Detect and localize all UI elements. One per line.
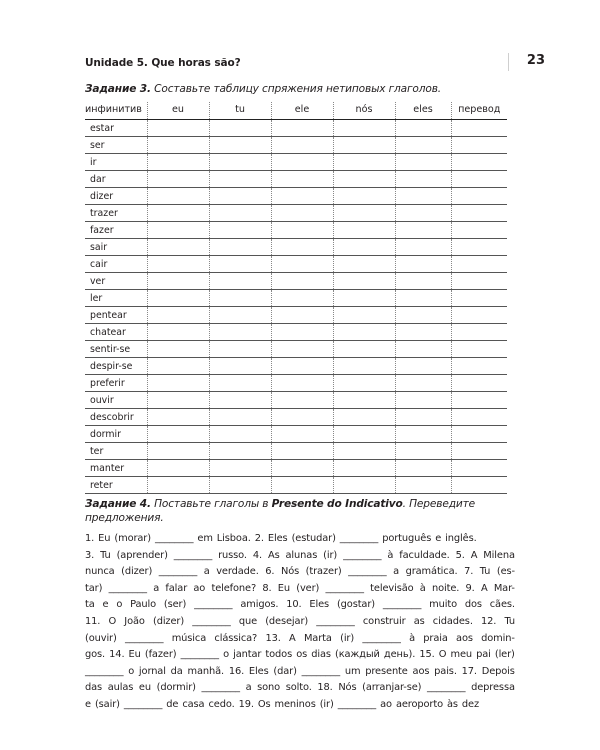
conjugation-cell[interactable] [271, 290, 333, 307]
conjugation-cell[interactable] [271, 256, 333, 273]
verb-infinitive: sentir-se [85, 341, 147, 358]
verb-infinitive: ver [85, 273, 147, 290]
table-row [85, 205, 507, 222]
exercise-line: nunca (dizer) ________ a verdade. 6. Nós (trazer) ________ a gramática. 7. Tu (es- [85, 566, 515, 578]
conjugation-cell[interactable] [333, 273, 395, 290]
table-row [85, 443, 507, 460]
conjugation-cell[interactable] [451, 375, 507, 392]
task4-instruction-bold: Presente do Indicativo [271, 498, 403, 510]
conjugation-cell[interactable] [333, 358, 395, 375]
table-row [85, 120, 507, 137]
table-row [85, 222, 507, 239]
conjugation-cell[interactable] [147, 409, 209, 426]
exercise-line: e (sair) ________ de casa cedo. 19. Os meninos (ir) ________ ao aeroporto às dez [85, 698, 480, 710]
table-row [85, 307, 507, 324]
conjugation-cell[interactable] [147, 222, 209, 239]
conjugation-cell[interactable] [147, 205, 209, 222]
conjugation-cell[interactable] [333, 205, 395, 222]
conjugation-cell[interactable] [271, 171, 333, 188]
conjugation-cell[interactable] [451, 409, 507, 426]
verb-infinitive: reter [85, 477, 147, 494]
verb-infinitive: sair [85, 239, 147, 256]
conjugation-cell[interactable] [271, 222, 333, 239]
conjugation-cell[interactable] [209, 307, 271, 324]
conjugation-cell[interactable] [271, 239, 333, 256]
conjugation-cell[interactable] [395, 477, 451, 494]
task4-label: Задание 4. [85, 498, 151, 510]
conjugation-cell[interactable] [395, 171, 451, 188]
conjugation-cell[interactable] [395, 188, 451, 205]
conjugation-cell[interactable] [147, 375, 209, 392]
conjugation-cell[interactable] [147, 460, 209, 477]
conjugation-cell[interactable] [209, 324, 271, 341]
conjugation-cell[interactable] [333, 307, 395, 324]
conjugation-cell[interactable] [395, 426, 451, 443]
conjugation-cell[interactable] [209, 375, 271, 392]
conjugation-cell[interactable] [209, 460, 271, 477]
table-header-row [85, 102, 507, 120]
verb-infinitive: preferir [85, 375, 147, 392]
conjugation-cell[interactable] [451, 477, 507, 494]
verb-infinitive: manter [85, 460, 147, 477]
exercise-line: 1. Eu (morar) ________ em Lisboa. 2. Eles (estudar) ________ português e inglês. [85, 533, 477, 544]
conjugation-cell[interactable] [147, 120, 209, 137]
conjugation-cell[interactable] [271, 154, 333, 171]
conjugation-cell[interactable] [451, 239, 507, 256]
conjugation-cell[interactable] [451, 341, 507, 358]
conjugation-cell[interactable] [451, 222, 507, 239]
table-row [85, 137, 507, 154]
verb-infinitive: dormir [85, 426, 147, 443]
conjugation-cell[interactable] [395, 222, 451, 239]
conjugation-cell[interactable] [333, 256, 395, 273]
conjugation-cell[interactable] [395, 290, 451, 307]
conjugation-cell[interactable] [209, 358, 271, 375]
table-row [85, 290, 507, 307]
conjugation-cell[interactable] [451, 307, 507, 324]
conjugation-cell[interactable] [209, 443, 271, 460]
table-row [85, 375, 507, 392]
conjugation-cell[interactable] [271, 137, 333, 154]
column-header: eles [395, 102, 451, 120]
exercise-line: ________ o jornal da manhã. 16. Eles (dar) ________ um presente aos pais. 17. Depois [85, 665, 515, 677]
conjugation-cell[interactable] [209, 239, 271, 256]
verb-infinitive: dizer [85, 188, 147, 205]
conjugation-cell[interactable] [271, 443, 333, 460]
conjugation-cell[interactable] [451, 256, 507, 273]
conjugation-cell[interactable] [147, 137, 209, 154]
conjugation-cell[interactable] [395, 392, 451, 409]
conjugation-cell[interactable] [333, 222, 395, 239]
conjugation-cell[interactable] [451, 426, 507, 443]
conjugation-cell[interactable] [395, 239, 451, 256]
conjugation-cell[interactable] [395, 273, 451, 290]
column-header: nós [333, 102, 395, 120]
conjugation-cell[interactable] [271, 460, 333, 477]
conjugation-cell[interactable] [209, 205, 271, 222]
table-row [85, 171, 507, 188]
verb-infinitive: dar [85, 171, 147, 188]
conjugation-cell[interactable] [271, 188, 333, 205]
conjugation-cell[interactable] [395, 256, 451, 273]
conjugation-cell[interactable] [333, 477, 395, 494]
conjugation-cell[interactable] [147, 273, 209, 290]
conjugation-cell[interactable] [147, 358, 209, 375]
conjugation-cell[interactable] [209, 188, 271, 205]
conjugation-cell[interactable] [209, 256, 271, 273]
conjugation-cell[interactable] [451, 290, 507, 307]
verb-infinitive: ir [85, 154, 147, 171]
conjugation-cell[interactable] [271, 477, 333, 494]
table-row [85, 409, 507, 426]
conjugation-cell[interactable] [333, 239, 395, 256]
conjugation-cell[interactable] [333, 188, 395, 205]
exercise-line: ta e o Paulo (ser) ________ amigos. 10. Eles (gostar) ________ muito dos cães. [85, 599, 515, 611]
verb-infinitive: despir-se [85, 358, 147, 375]
conjugation-cell[interactable] [451, 188, 507, 205]
verb-infinitive: cair [85, 256, 147, 273]
verb-infinitive: ter [85, 443, 147, 460]
conjugation-cell[interactable] [271, 358, 333, 375]
exercise-line: gos. 14. Eu (fazer) ________ o jantar todos os dias (каждый день). 15. O meu pai (ler) [85, 649, 515, 661]
conjugation-cell[interactable] [271, 324, 333, 341]
conjugation-cell[interactable] [451, 205, 507, 222]
chapter-title: Unidade 5. Que horas são? [85, 57, 241, 69]
conjugation-cell[interactable] [395, 205, 451, 222]
conjugation-cell[interactable] [147, 188, 209, 205]
conjugation-cell[interactable] [209, 392, 271, 409]
conjugation-cell[interactable] [451, 392, 507, 409]
verb-infinitive: fazer [85, 222, 147, 239]
task3-label: Задание 3. [85, 83, 151, 95]
conjugation-cell[interactable] [451, 154, 507, 171]
conjugation-cell[interactable] [451, 120, 507, 137]
conjugation-cell[interactable] [147, 324, 209, 341]
conjugation-cell[interactable] [271, 375, 333, 392]
table-row [85, 341, 507, 358]
conjugation-cell[interactable] [147, 307, 209, 324]
conjugation-cell[interactable] [451, 443, 507, 460]
conjugation-cell[interactable] [333, 137, 395, 154]
conjugation-cell[interactable] [209, 273, 271, 290]
conjugation-cell[interactable] [333, 171, 395, 188]
verb-infinitive: estar [85, 120, 147, 137]
verb-infinitive: ler [85, 290, 147, 307]
conjugation-cell[interactable] [333, 409, 395, 426]
conjugation-cell[interactable] [271, 273, 333, 290]
conjugation-cell[interactable] [333, 154, 395, 171]
page-header [85, 55, 545, 73]
task3-heading [85, 83, 441, 95]
table-row [85, 273, 507, 290]
column-header: перевод [451, 102, 507, 120]
conjugation-cell[interactable] [395, 460, 451, 477]
conjugation-cell[interactable] [451, 324, 507, 341]
conjugation-cell[interactable] [451, 460, 507, 477]
verb-infinitive: ouvir [85, 392, 147, 409]
conjugation-cell[interactable] [395, 137, 451, 154]
conjugation-cell[interactable] [451, 273, 507, 290]
conjugation-cell[interactable] [147, 154, 209, 171]
conjugation-cell[interactable] [271, 341, 333, 358]
conjugation-cell[interactable] [451, 171, 507, 188]
conjugation-cell[interactable] [209, 222, 271, 239]
exercise-line: (ouvir) ________ música clássica? 13. A Marta (ir) ________ à praia aos domin- [85, 632, 515, 644]
exercise-line: das aulas eu (dormir) ________ a sono solto. 18. Nós (arranjar-se) ________ depressa [85, 682, 515, 694]
conjugation-cell[interactable] [333, 375, 395, 392]
conjugation-cell[interactable] [209, 137, 271, 154]
table-row [85, 392, 507, 409]
conjugation-cell[interactable] [333, 460, 395, 477]
conjugation-cell[interactable] [271, 409, 333, 426]
conjugation-cell[interactable] [147, 341, 209, 358]
conjugation-cell[interactable] [271, 307, 333, 324]
conjugation-cell[interactable] [395, 324, 451, 341]
conjugation-cell[interactable] [147, 239, 209, 256]
table-body [85, 120, 507, 494]
table-row [85, 460, 507, 477]
table-row [85, 426, 507, 443]
conjugation-cell[interactable] [395, 154, 451, 171]
conjugation-cell[interactable] [451, 137, 507, 154]
conjugation-cell[interactable] [333, 290, 395, 307]
exercise-line: tar) ________ a falar ao telefone? 8. Eu (ver) ________ televisão à noite. 9. A Mar- [85, 582, 515, 594]
task4-heading [85, 497, 515, 525]
conjugation-cell[interactable] [333, 426, 395, 443]
conjugation-cell[interactable] [395, 375, 451, 392]
task3-instruction: Составьте таблицу спряжения нетиповых глаголов. [154, 83, 442, 95]
verb-infinitive: pentear [85, 307, 147, 324]
exercise-line: 11. O João (dizer) ________ que (desejar) ________ construir as cidades. 12. Tu [85, 615, 515, 627]
exercise-line: 3. Tu (aprender) ________ russo. 4. As alunas (ir) ________ à faculdade. 5. A Milena [85, 549, 515, 561]
conjugation-cell[interactable] [333, 443, 395, 460]
conjugation-cell[interactable] [333, 324, 395, 341]
conjugation-cell[interactable] [271, 392, 333, 409]
conjugation-cell[interactable] [395, 120, 451, 137]
task4-instruction-a: Поставьте глаголы в [154, 498, 269, 510]
conjugation-cell[interactable] [147, 256, 209, 273]
verb-infinitive: chatear [85, 324, 147, 341]
table-row [85, 188, 507, 205]
conjugation-cell[interactable] [209, 341, 271, 358]
task4-instruction-c: предложения. [85, 512, 164, 524]
conjugation-cell[interactable] [147, 171, 209, 188]
conjugation-cell[interactable] [271, 205, 333, 222]
conjugation-cell[interactable] [209, 290, 271, 307]
conjugation-cell[interactable] [147, 392, 209, 409]
column-header: инфинитив [85, 102, 147, 120]
conjugation-cell[interactable] [271, 426, 333, 443]
conjugation-cell[interactable] [395, 341, 451, 358]
column-header: tu [209, 102, 271, 120]
conjugation-cell[interactable] [395, 443, 451, 460]
conjugation-cell[interactable] [209, 120, 271, 137]
header-divider [508, 53, 509, 71]
table-row [85, 477, 507, 494]
conjugation-cell[interactable] [395, 409, 451, 426]
conjugation-cell[interactable] [333, 392, 395, 409]
page-number: 23 [526, 53, 545, 68]
conjugation-cell[interactable] [147, 290, 209, 307]
verb-infinitive: descobrir [85, 409, 147, 426]
verb-infinitive: trazer [85, 205, 147, 222]
task4-instruction-b: . Переведите [402, 498, 475, 510]
conjugation-table [85, 102, 507, 494]
table-row [85, 239, 507, 256]
conjugation-cell[interactable] [147, 477, 209, 494]
table-row [85, 154, 507, 171]
verb-infinitive: ser [85, 137, 147, 154]
table-row [85, 256, 507, 273]
conjugation-cell[interactable] [147, 426, 209, 443]
table-row [85, 358, 507, 375]
conjugation-cell[interactable] [395, 307, 451, 324]
conjugation-cell[interactable] [209, 171, 271, 188]
conjugation-cell[interactable] [395, 358, 451, 375]
conjugation-cell[interactable] [271, 120, 333, 137]
conjugation-cell[interactable] [147, 443, 209, 460]
conjugation-cell[interactable] [209, 477, 271, 494]
conjugation-cell[interactable] [333, 120, 395, 137]
exercise-text [85, 531, 515, 714]
conjugation-cell[interactable] [333, 341, 395, 358]
conjugation-cell[interactable] [209, 409, 271, 426]
table-row [85, 324, 507, 341]
conjugation-cell[interactable] [209, 426, 271, 443]
conjugation-cell[interactable] [209, 154, 271, 171]
conjugation-cell[interactable] [451, 358, 507, 375]
column-header: ele [271, 102, 333, 120]
column-header: eu [147, 102, 209, 120]
